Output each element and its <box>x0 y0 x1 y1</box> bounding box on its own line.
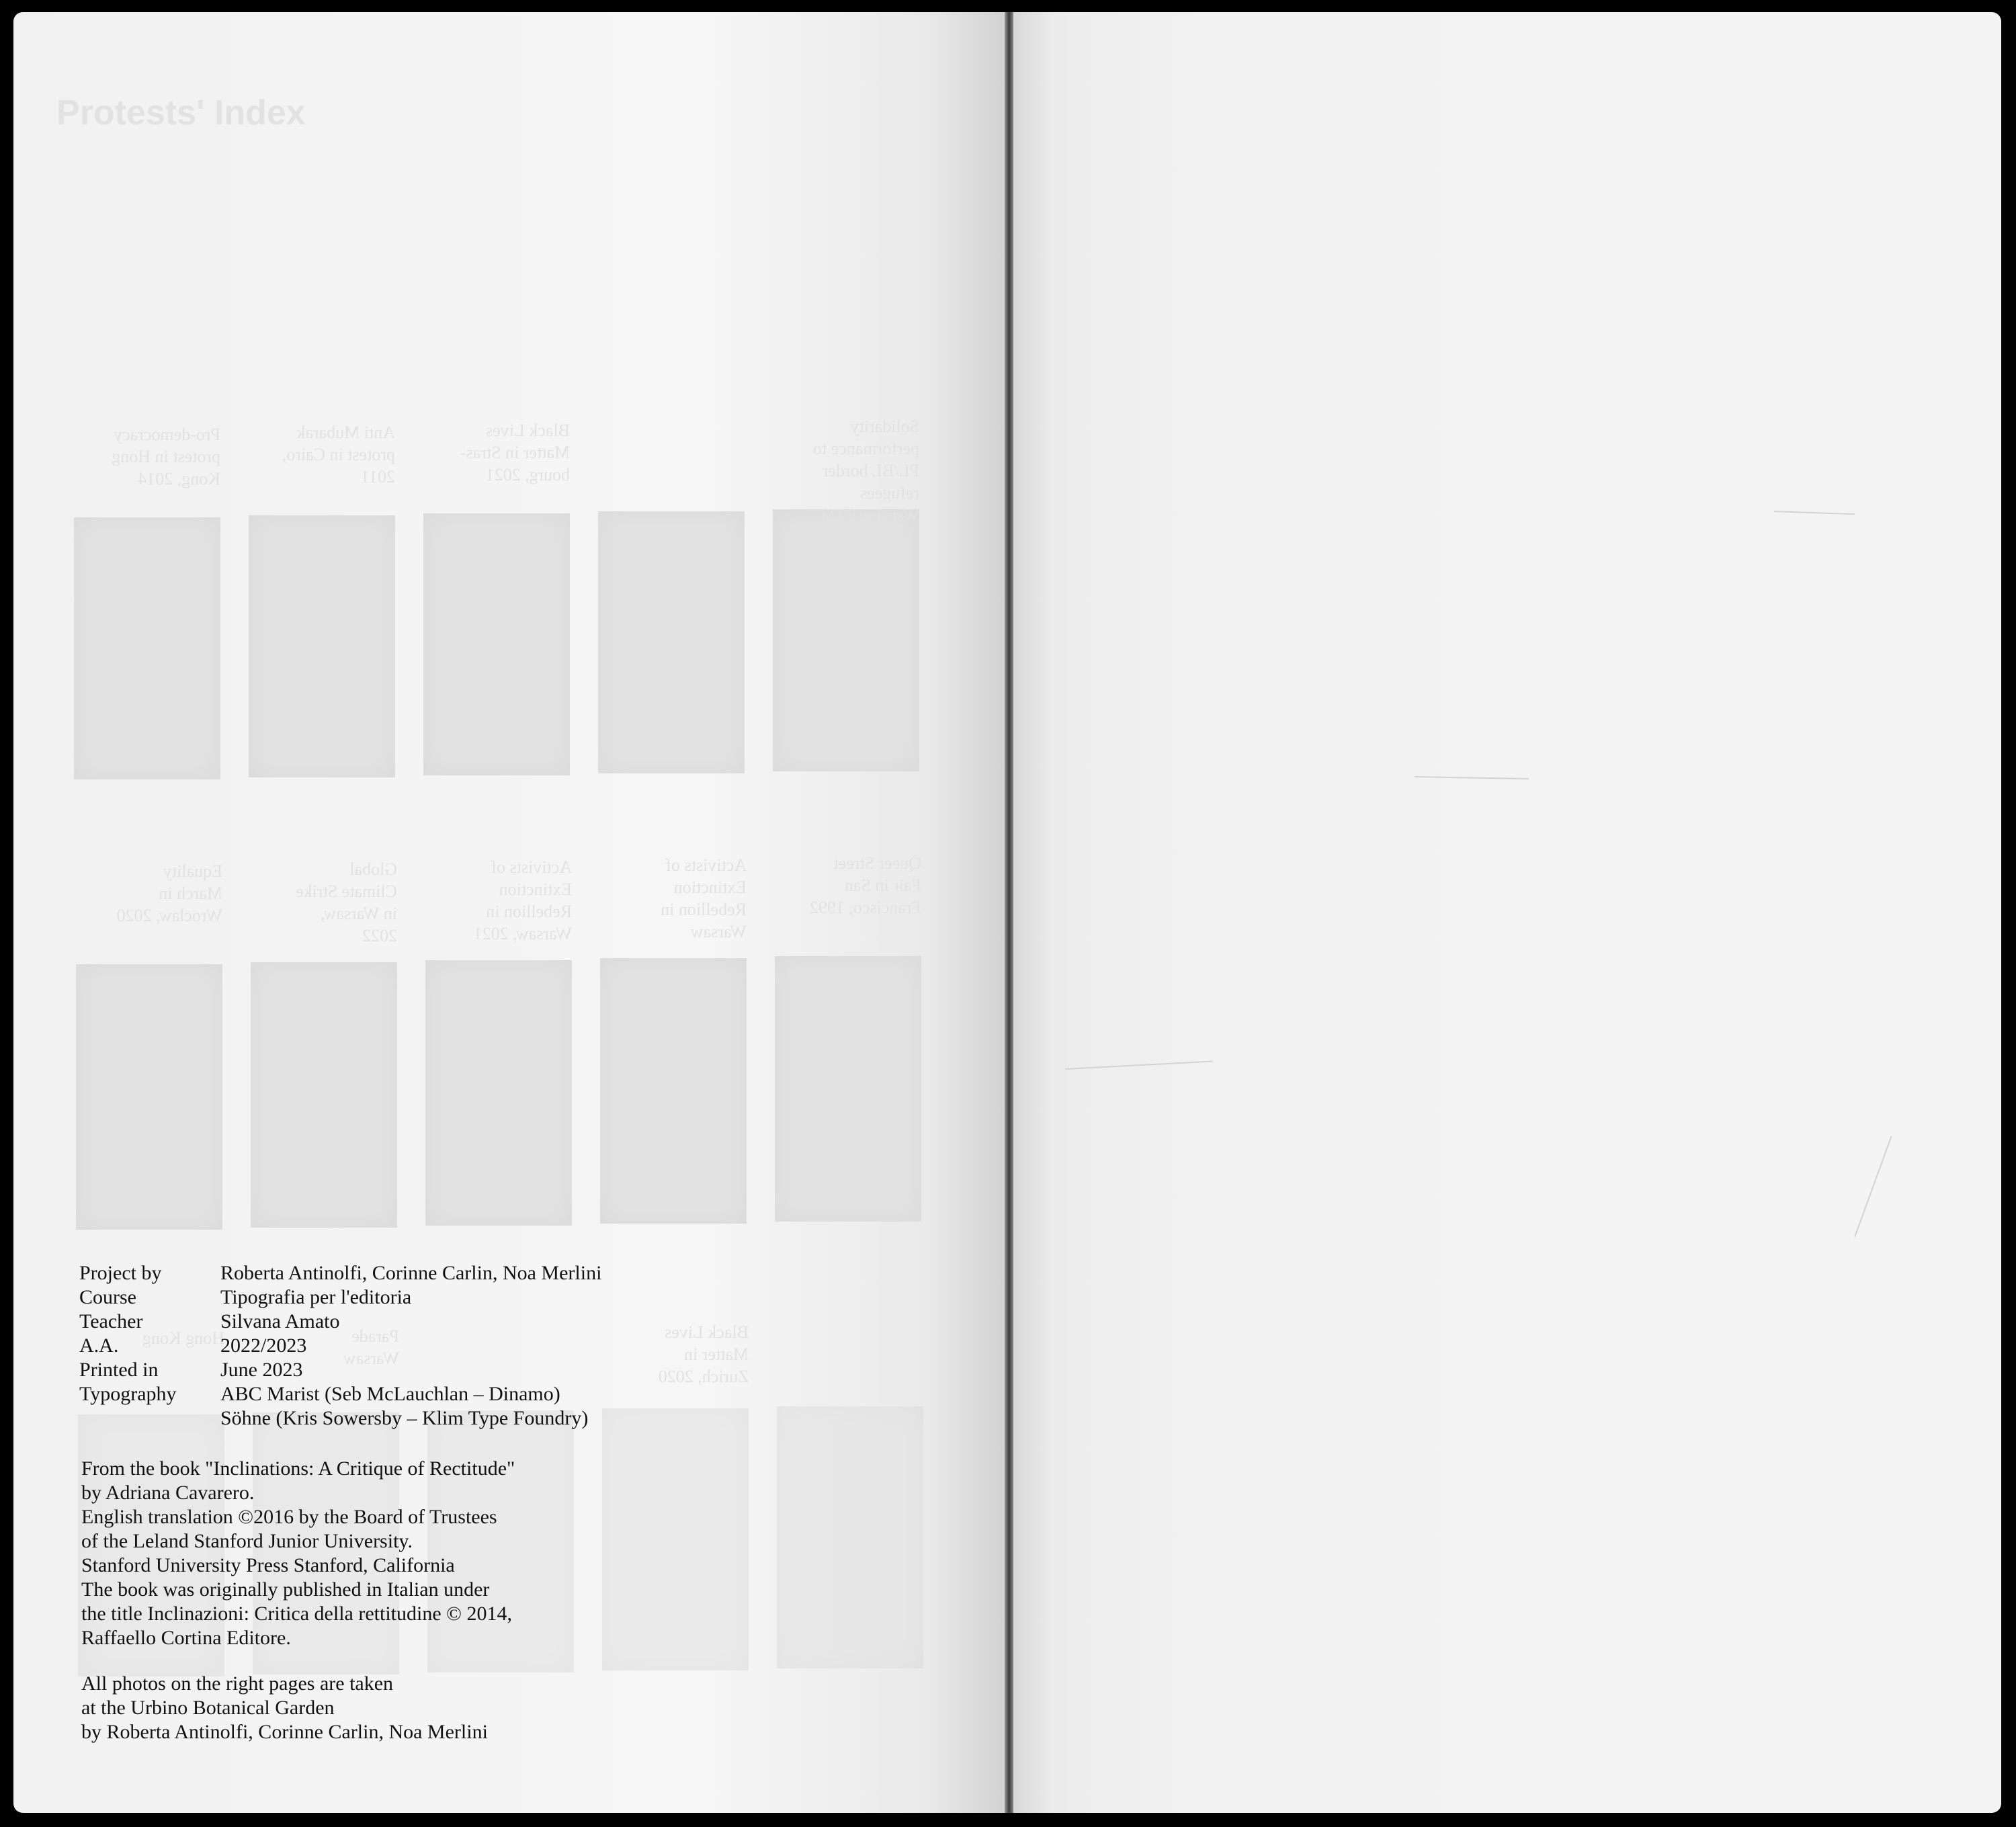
text-line: All photos on the right pages are taken <box>81 1672 394 1695</box>
text-line: Raffaello Cortina Editore. <box>81 1627 291 1649</box>
colophon-row <box>79 1406 601 1431</box>
bleed-through-caption: Activists of Extinction Rebellion in Warsaw <box>661 855 747 941</box>
colophon-credits <box>79 1261 601 1431</box>
colophon-value: June 2023 <box>220 1359 303 1381</box>
bleed-through-caption: Parade Warsaw <box>343 1326 399 1368</box>
bleed-through-caption: Black Lives Matter in Zurich, 2020 <box>658 1322 749 1386</box>
colophon-key: Printed in <box>79 1359 159 1381</box>
bleed-through-caption: Hong Kong <box>142 1328 224 1348</box>
text-line: by Adriana Cavarero. <box>81 1482 255 1504</box>
text-line: at the Urbino Botanical Garden <box>81 1697 335 1719</box>
colophon-value: ABC Marist (Seb McLauchlan – Dinamo) <box>220 1383 560 1405</box>
bleed-through-photo <box>251 962 397 1228</box>
text-line: the title Inclinazioni: Critica della rettitudine © 2014, <box>81 1603 512 1625</box>
colophon-key: Teacher <box>79 1310 143 1332</box>
bleed-through-photo <box>602 1408 749 1670</box>
colophon-row <box>79 1334 601 1358</box>
bleed-through-caption: Solidarity performance to PL/BL border refugees Warsaw, 2023 <box>812 417 919 525</box>
text-line: English translation ©2016 by the Board of Trustees <box>81 1506 497 1528</box>
colophon-value: Roberta Antinolfi, Corinne Carlin, Noa Merlini <box>220 1262 602 1284</box>
bleed-through-photo <box>74 517 220 779</box>
bleed-through-caption: Black Lives Matter in Stras- bourg, 2021 <box>460 421 570 484</box>
colophon-key: Typography <box>79 1383 177 1405</box>
text-line: The book was originally published in Italian under <box>81 1578 490 1601</box>
book-gutter <box>1005 12 1013 1813</box>
bleed-through-photo <box>76 964 222 1230</box>
colophon-key: Course <box>79 1286 136 1308</box>
colophon-value: 2022/2023 <box>220 1334 307 1357</box>
bleed-through-photo <box>249 515 395 777</box>
bleed-through-photo <box>598 511 745 773</box>
colophon-row <box>79 1382 601 1406</box>
bleed-through-photo <box>775 956 921 1222</box>
bleed-through-photo <box>425 960 572 1226</box>
colophon-value: Silvana Amato <box>220 1310 340 1332</box>
text-line: Stanford University Press Stanford, California <box>81 1554 455 1576</box>
colophon-value: Söhne (Kris Sowersby – Klim Type Foundry) <box>220 1407 589 1429</box>
source-note <box>81 1457 515 1650</box>
colophon-row <box>79 1310 601 1334</box>
bleed-through-caption: Anti Mubarak protest in Cairo, 2011 <box>282 423 395 486</box>
bleed-through-caption: Activists of Extinction Rebellion in Warsaw, 2021 <box>473 857 572 943</box>
bleed-through-title: Protests' Index <box>56 93 306 132</box>
bleed-through-caption: Pro-democracy protest in Hong Kong, 2014 <box>112 425 220 488</box>
bleed-through-photo <box>777 1406 923 1668</box>
text-line: From the book "Inclinations: A Critique of Rectitude" <box>81 1457 515 1480</box>
bleed-through-caption: Global Climate Strike in Warsaw, 2022 <box>296 859 397 945</box>
colophon-value: Tipografia per l'editoria <box>220 1286 412 1308</box>
colophon-row <box>79 1261 601 1285</box>
bleed-through-photo <box>600 958 747 1224</box>
text-line: by Roberta Antinolfi, Corinne Carlin, Noa Merlini <box>81 1721 488 1743</box>
colophon-row <box>79 1358 601 1382</box>
colophon-key: A.A. <box>79 1334 119 1357</box>
bleed-through-photo <box>773 509 919 771</box>
bleed-through-caption: Equality March in Wroclaw, 2020 <box>116 861 222 925</box>
bleed-through-photo <box>423 513 570 775</box>
bleed-through-caption: Queer Street Fair in San Francisco, 1992 <box>809 853 921 917</box>
colophon-key: Project by <box>79 1262 162 1284</box>
colophon-key <box>79 1406 220 1431</box>
text-line: of the Leland Stanford Junior University. <box>81 1530 413 1552</box>
right-page-blank <box>1013 12 2001 1813</box>
photo-credit-note <box>81 1672 488 1744</box>
colophon-row <box>79 1285 601 1310</box>
